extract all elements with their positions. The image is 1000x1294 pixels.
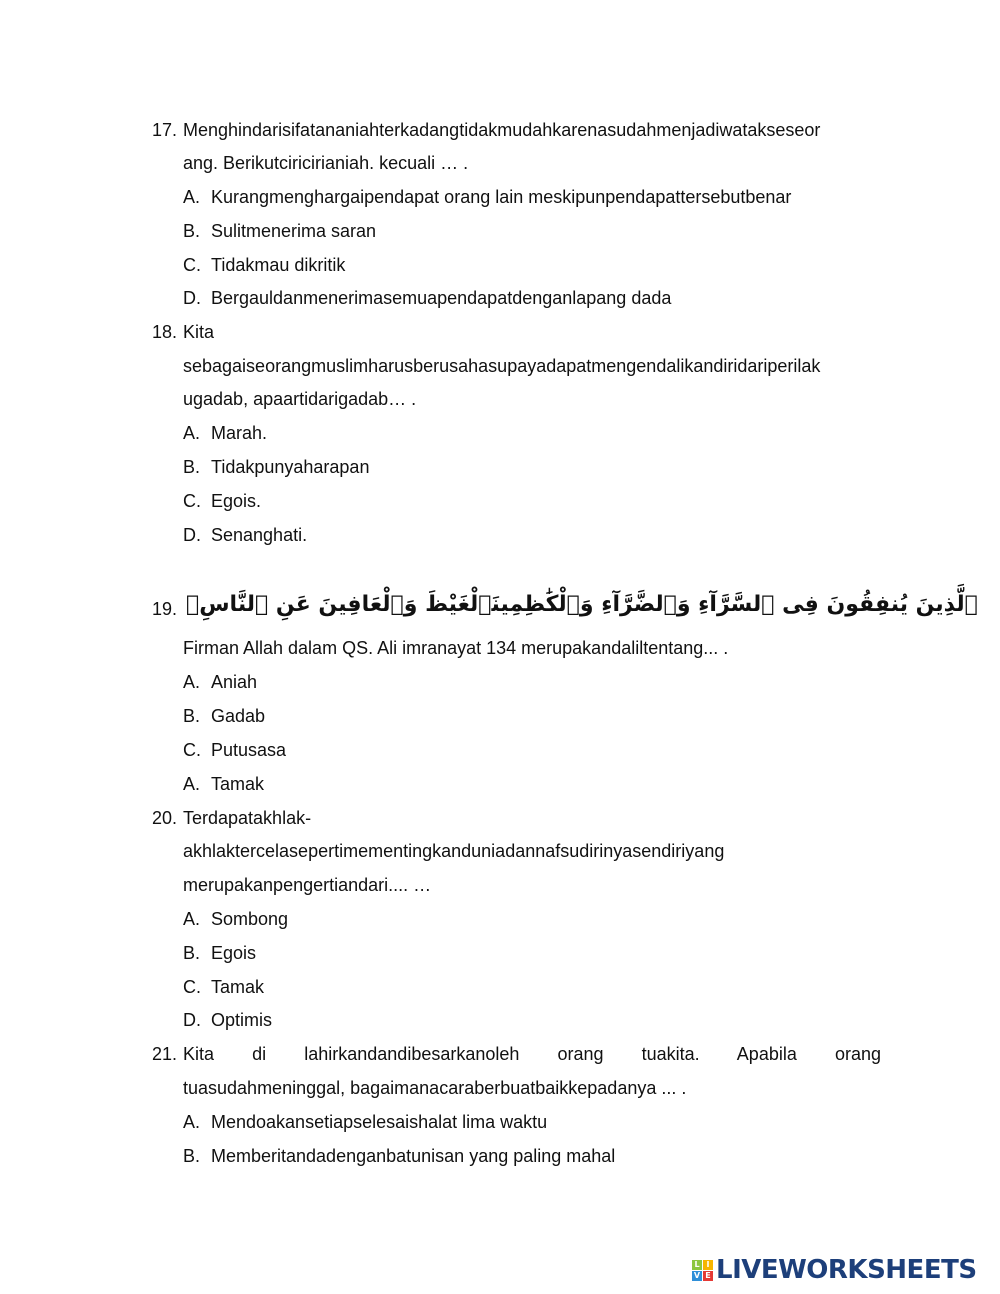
option-key: B.: [183, 1146, 201, 1166]
question-text: Kita: [183, 322, 215, 342]
option-key: A.: [183, 423, 201, 443]
question-text: akhlaktercelasepertimementingkanduniadannafsudirinyasendiriyang: [183, 841, 725, 861]
option-text: Sombong: [211, 909, 289, 929]
question-text: ang. Berikutciricirianiah. kecuali … .: [183, 153, 469, 173]
option-key: D.: [183, 1010, 201, 1030]
option[interactable]: [183, 705, 265, 727]
option[interactable]: [183, 1111, 547, 1133]
option[interactable]: [183, 287, 671, 309]
question-text: merupakanpengertiandari.... …: [183, 875, 432, 895]
option-key: A.: [183, 187, 201, 207]
option-text: Tamak: [211, 774, 265, 794]
cube-letter: I: [703, 1260, 713, 1270]
liveworksheets-logo: [692, 1255, 977, 1285]
option-key: D.: [183, 288, 201, 308]
option-key: B.: [183, 943, 201, 963]
option-text: Aniah: [211, 672, 258, 692]
option[interactable]: [183, 739, 286, 761]
option-text: Egois.: [211, 491, 262, 511]
option-text: Mendoakansetiapselesaishalat lima waktu: [211, 1112, 548, 1132]
question-text: Terdapatakhlak-: [183, 808, 312, 828]
logo-text: LIVEWORKSHEETS: [716, 1255, 977, 1285]
option-text: Gadab: [211, 706, 266, 726]
arabic-verse: ٱلَّذِينَ يُنفِقُونَ فِى ٱلسَّرَّآءِ وَٱلضَّرَّآءِ وَٱلْكَٰظِمِينَٱلْغَيْظَ وَٱلْعَافِينَ عَنِ ٱلنَّاسِۗ: [186, 592, 978, 617]
arabic-verse-line: [186, 588, 978, 622]
option-key: C.: [183, 491, 201, 511]
option-key: B.: [183, 221, 201, 241]
option-text: Marah.: [211, 423, 268, 443]
option-text: Sulitmenerima saran: [211, 221, 377, 241]
live-cube-icon: [692, 1260, 713, 1281]
question-number: 21.: [152, 1044, 178, 1064]
question-number: 20.: [152, 808, 178, 828]
option-text: Kurangmenghargaipendapat orang lain meskipunpendapattersebutbenar: [211, 187, 792, 207]
option[interactable]: [183, 490, 261, 512]
question-text: ugadab, apaartidarigadab… .: [183, 389, 417, 409]
option[interactable]: [183, 671, 257, 693]
question-text: Firman Allah dalam QS. Ali imranayat 134 merupakandaliltentang... .: [183, 638, 729, 658]
option[interactable]: [183, 1145, 615, 1167]
option-text: Putusasa: [211, 740, 287, 760]
cube-letter: L: [692, 1260, 702, 1270]
option-key: B.: [183, 706, 201, 726]
question-text: tuasudahmeninggal, bagaimanacaraberbuatbaikkepadanya ... .: [183, 1078, 687, 1098]
option[interactable]: [183, 524, 307, 546]
option-key: A.: [183, 774, 201, 794]
option-text: Egois: [211, 943, 257, 963]
option-key: B.: [183, 457, 201, 477]
option[interactable]: [183, 254, 345, 276]
question-number: 18.: [152, 322, 178, 342]
option-key: A.: [183, 672, 201, 692]
option[interactable]: [183, 1009, 272, 1031]
option-text: Tidakmau dikritik: [211, 255, 346, 275]
question-text: Menghindarisifatananiahterkadangtidakmudahkarenasudahmenjadiwatakseseor: [183, 120, 821, 140]
option[interactable]: [183, 942, 256, 964]
question-text: sebagaiseorangmuslimharusberusahasupayadapatmengendalikandiridariperilak: [183, 356, 821, 376]
option[interactable]: [183, 908, 288, 930]
cube-letter: V: [693, 1270, 701, 1280]
cube-letter: E: [703, 1271, 713, 1281]
option-key: A.: [183, 1112, 201, 1132]
option[interactable]: [183, 220, 376, 242]
option-key: A.: [183, 909, 201, 929]
question-text: Kita di lahirkandandibesarkanoleh orang tuakita. Apabila orang: [183, 1044, 881, 1064]
option-text: Bergauldanmenerimasemuapendapatdenganlapang dada: [211, 288, 672, 308]
option-key: C.: [183, 740, 201, 760]
option[interactable]: [183, 456, 369, 478]
question-number: 17.: [152, 120, 178, 140]
option-text: Memberitandadenganbatunisan yang paling mahal: [211, 1146, 616, 1166]
option[interactable]: [183, 422, 267, 444]
option[interactable]: [183, 186, 791, 208]
option-text: Tidakpunyaharapan: [211, 457, 370, 477]
question-number: 19.: [152, 599, 178, 619]
option-text: Senanghati.: [211, 525, 308, 545]
option-text: Tamak: [211, 977, 265, 997]
option-key: D.: [183, 525, 201, 545]
option[interactable]: [183, 976, 264, 998]
option-text: Optimis: [211, 1010, 273, 1030]
option-key: C.: [183, 255, 201, 275]
option-key: C.: [183, 977, 201, 997]
option[interactable]: [183, 773, 264, 795]
